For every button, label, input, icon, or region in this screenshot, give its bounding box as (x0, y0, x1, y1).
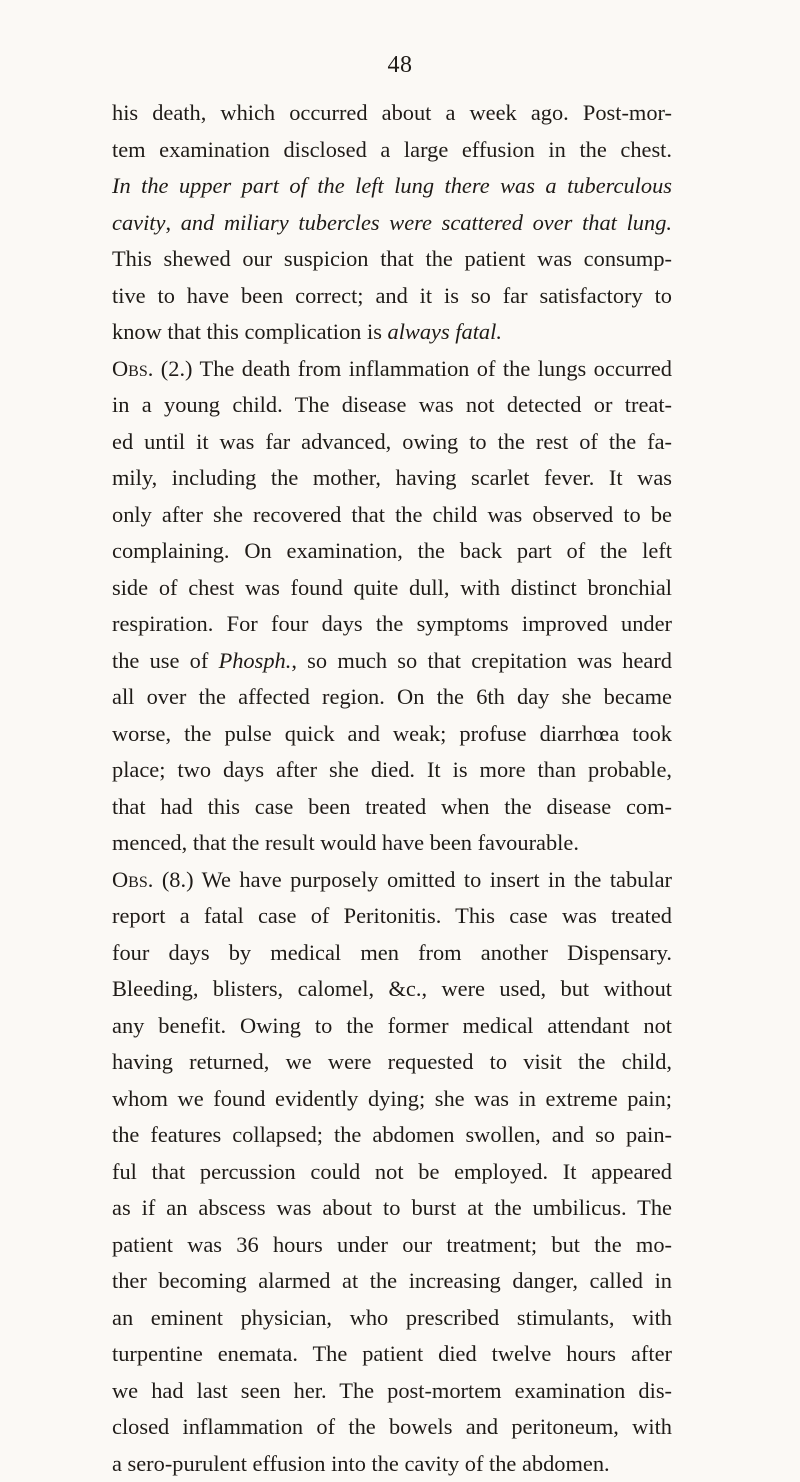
text-segment: only after she recovered that the child was observed to be (112, 502, 672, 527)
text-line (112, 1190, 672, 1227)
text-segment: all over the affected region. On the 6th day she became (112, 684, 672, 709)
text-line (112, 1008, 672, 1045)
text-line (112, 643, 672, 680)
text-segment: having returned, we were requested to visit the child, (112, 1049, 672, 1074)
body-text (112, 95, 672, 1482)
text-line (112, 570, 672, 607)
text-line (112, 898, 672, 935)
text-line (112, 132, 672, 169)
text-segment: side of chest was found quite dull, with distinct bronchial (112, 575, 672, 600)
text-line (112, 862, 672, 899)
text-line (112, 716, 672, 753)
text-line (112, 95, 672, 132)
text-segment: ful that percussion could not be employed. It appeared (112, 1159, 672, 1184)
text-segment: , so much so that crepitation was heard (291, 648, 672, 673)
text-line (112, 168, 672, 205)
text-segment: as if an abscess was about to burst at the umbilicus. The (112, 1195, 672, 1220)
text-segment: tive to have been correct; and it is so far satisfactory to (112, 283, 672, 308)
text-segment: four days by medical men from another Dispensary. (112, 940, 672, 965)
text-segment: a sero-purulent effusion into the cavity of the abdomen. (112, 1451, 610, 1476)
text-line (112, 424, 672, 461)
text-segment: worse, the pulse quick and weak; profuse diarrhœa took (112, 721, 672, 746)
text-segment: we had last seen her. The post-mortem examination dis- (112, 1378, 672, 1403)
text-line (112, 314, 672, 351)
text-segment: tem examination disclosed a large effusion in the chest. (112, 137, 672, 162)
text-segment: his death, which occurred about a week ago. Post-mor- (112, 100, 672, 125)
text-line (112, 825, 672, 862)
italic-text: always fatal. (388, 319, 502, 344)
text-segment: , (165, 210, 180, 235)
text-line (112, 1117, 672, 1154)
text-line (112, 387, 672, 424)
text-segment: report a fatal case of Peritonitis. This case was treated (112, 903, 672, 928)
text-segment: complaining. On examination, the back part of the left (112, 538, 672, 563)
text-line (112, 1373, 672, 1410)
text-line (112, 789, 672, 826)
text-line (112, 1081, 672, 1118)
text-line (112, 606, 672, 643)
text-segment: patient was 36 hours under our treatment; but the mo- (112, 1232, 672, 1257)
text-segment: ed until it was far advanced, owing to the rest of the fa- (112, 429, 672, 454)
text-line (112, 1044, 672, 1081)
text-segment: closed inflammation of the bowels and peritoneum, with (112, 1414, 672, 1439)
text-segment: place; two days after she died. It is more than probable, (112, 757, 672, 782)
text-segment: ther becoming alarmed at the increasing danger, called in (112, 1268, 672, 1293)
text-line (112, 971, 672, 1008)
text-segment: that had this case been treated when the disease com- (112, 794, 672, 819)
text-segment: This shewed our suspicion that the patient was consump- (112, 246, 672, 271)
italic-text: In the upper part of the left lung there was a tuberculous (112, 173, 672, 198)
text-line (112, 497, 672, 534)
text-segment: an eminent physician, who prescribed stimulants, with (112, 1305, 672, 1330)
italic-text: Phosph. (219, 648, 292, 673)
text-line (112, 935, 672, 972)
text-segment: menced, that the result would have been favourable. (112, 830, 579, 855)
text-segment: (8.) We have purposely omitted to insert in the tabular (153, 867, 672, 892)
text-line (112, 1446, 672, 1482)
page-number: 48 (0, 52, 800, 79)
obs-label: Obs. (112, 356, 153, 381)
text-line (112, 1336, 672, 1373)
text-segment: respiration. For four days the symptoms improved under (112, 611, 672, 636)
text-segment: any benefit. Owing to the former medical attendant not (112, 1013, 672, 1038)
text-line (112, 241, 672, 278)
text-line (112, 351, 672, 388)
text-segment: Bleeding, blisters, calomel, &c., were used, but without (112, 976, 672, 1001)
text-line (112, 533, 672, 570)
text-line (112, 1263, 672, 1300)
text-line (112, 1300, 672, 1337)
text-line (112, 1409, 672, 1446)
text-segment: whom we found evidently dying; she was in extreme pain; (112, 1086, 672, 1111)
text-line (112, 1227, 672, 1264)
text-line (112, 460, 672, 497)
text-segment: turpentine enemata. The patient died twelve hours after (112, 1341, 672, 1366)
text-segment: mily, including the mother, having scarlet fever. It was (112, 465, 672, 490)
text-line (112, 679, 672, 716)
text-segment: know that this complication is (112, 319, 388, 344)
text-line (112, 1154, 672, 1191)
obs-label: Obs. (112, 867, 153, 892)
italic-text: and miliary tubercles were scattered over that lung. (181, 210, 672, 235)
text-line (112, 752, 672, 789)
text-segment: in a young child. The disease was not detected or treat- (112, 392, 672, 417)
text-line (112, 205, 672, 242)
text-segment: the use of (112, 648, 219, 673)
text-segment: the features collapsed; the abdomen swollen, and so pain- (112, 1122, 672, 1147)
italic-text: cavity (112, 210, 165, 235)
text-segment: (2.) The death from inflammation of the lungs occurred (153, 356, 672, 381)
text-line (112, 278, 672, 315)
